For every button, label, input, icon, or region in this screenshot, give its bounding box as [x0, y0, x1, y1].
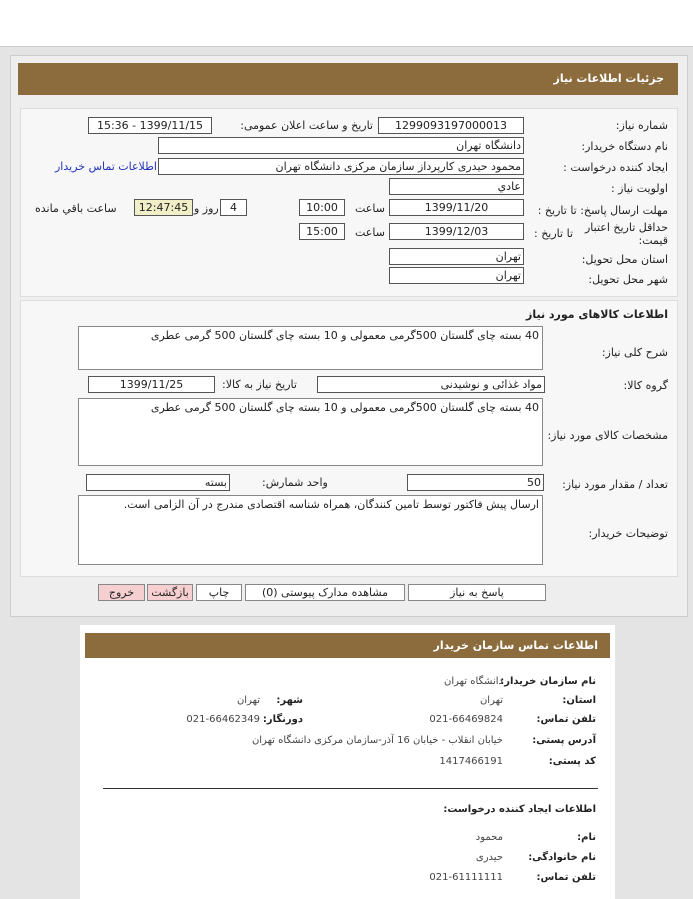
- attachments-button[interactable]: مشاهده مدارک پیوستی (0): [245, 584, 405, 601]
- desc-textarea[interactable]: 40 بسته چای گلستان 500گرمی معمولی و 10 بسته چای گلستان 500 گرمی عطری: [78, 326, 543, 370]
- address-value: خیابان انقلاب - خیابان 16 آذر-سازمان مرکزی دانشگاه تهران: [251, 735, 503, 746]
- deadline-date-field: 1399/11/20: [389, 199, 524, 216]
- phone-label: تلفن تماس:: [536, 714, 596, 725]
- name-value: محمود: [475, 832, 503, 843]
- fax-label: دورنگار:: [262, 714, 303, 725]
- page-header: [18, 63, 678, 95]
- qty-label: تعداد / مقدار مورد نیاز:: [562, 478, 668, 491]
- spec-textarea[interactable]: 40 بسته چای گلستان 500گرمی معمولی و 10 بسته چای گلستان 500 گرمی عطری: [78, 398, 543, 466]
- print-button[interactable]: چاپ: [196, 584, 242, 601]
- province-field: تهران: [389, 248, 524, 265]
- qty-field: 50: [407, 474, 544, 491]
- divider: [103, 788, 598, 789]
- reply-button[interactable]: پاسخ به نیاز: [408, 584, 546, 601]
- family-value: حیدری: [475, 852, 503, 863]
- group-field: مواد غذائی و نوشیدنی: [317, 376, 545, 393]
- priority-label: اولویت نیاز :: [610, 182, 668, 195]
- family-label: نام خانوادگی:: [528, 852, 596, 863]
- province-label: استان محل تحویل:: [581, 253, 668, 266]
- back-button[interactable]: بازگشت: [147, 584, 193, 601]
- need-number-field: 1299093197000013: [378, 117, 524, 134]
- notes-textarea[interactable]: ارسال پیش فاکتور توسط تامین کنندگان، همراه شناسه اقتصادی مندرج در آن الزامی است.: [78, 495, 543, 565]
- priority-field: عادي: [389, 178, 524, 195]
- address-label: آدرس پستی:: [532, 735, 596, 746]
- desc-label: شرح کلی نیاز:: [601, 346, 668, 359]
- city-label: شهر محل تحویل:: [588, 273, 668, 286]
- creator-phone-label: تلفن تماس:: [536, 872, 596, 883]
- city-field: تهران: [389, 267, 524, 284]
- top-bar: [0, 0, 693, 47]
- contact-city-label: شهر:: [276, 695, 303, 706]
- announce-label: تاریخ و ساعت اعلان عمومی:: [240, 119, 373, 132]
- days-label: روز و: [194, 202, 219, 215]
- fax-value: 021-66462349: [186, 714, 260, 725]
- remaining-label: ساعت باقي مانده: [35, 202, 117, 215]
- contact-title: اطلاعات تماس سازمان خریدار: [433, 639, 598, 652]
- postal-label: کد پستی:: [548, 756, 596, 767]
- announce-field: 1399/11/15 - 15:36: [88, 117, 212, 134]
- unit-label: واحد شمارش:: [262, 476, 328, 489]
- validity-label: حداقل تاریخ اعتبار قیمت:: [584, 221, 668, 247]
- need-date-field: 1399/11/25: [88, 376, 215, 393]
- validity-time-field: 15:00: [299, 223, 345, 240]
- creator-phone-value: 021-61111111: [429, 872, 503, 883]
- exit-button[interactable]: خروج: [98, 584, 145, 601]
- group-label: گروه کالا:: [623, 379, 668, 392]
- deadline-time-field: 10:00: [299, 199, 345, 216]
- org-label: نام سازمان خریدار:: [500, 676, 596, 687]
- buyer-org-label: نام دستگاه خریدار:: [581, 140, 668, 153]
- phone-value: 021-66469824: [429, 714, 503, 725]
- deadline-label: مهلت ارسال پاسخ: تا تاریخ :: [537, 204, 668, 217]
- validity-to-label: تا تاریخ :: [534, 227, 573, 240]
- creator-label: ایجاد کننده درخواست :: [563, 161, 668, 174]
- unit-field: بسته: [86, 474, 230, 491]
- contact-province-value: تهران: [479, 695, 503, 706]
- buyer-contact-link[interactable]: اطلاعات تماس خریدار: [55, 160, 157, 173]
- days-remaining-field: 4: [220, 199, 247, 216]
- name-label: نام:: [577, 832, 596, 843]
- notes-label: توضیحات خریدار:: [588, 527, 668, 540]
- deadline-time-label: ساعت: [355, 202, 385, 215]
- need-number-label: شماره نیاز:: [615, 119, 668, 132]
- org-value: دانشگاه تهران: [444, 676, 503, 687]
- contact-header: [85, 633, 610, 658]
- spec-label: مشخصات کالای مورد نیاز:: [547, 429, 668, 442]
- page-title: جزئیات اطلاعات نیاز: [553, 72, 664, 85]
- creator-field: محمود حیدری کارپرداز سازمان مرکزی دانشگاه تهران: [158, 158, 524, 175]
- contact-province-label: استان:: [562, 695, 596, 706]
- goods-section-title: اطلاعات کالاهای مورد نیاز: [526, 308, 668, 321]
- postal-value: 1417466191: [439, 756, 503, 767]
- time-remaining-field: 12:47:45: [134, 199, 193, 216]
- buyer-org-field: دانشگاه تهران: [158, 137, 524, 154]
- validity-time-label: ساعت: [355, 226, 385, 239]
- need-date-label: تاریخ نیاز به کالا:: [222, 378, 297, 391]
- contact-city-value: تهران: [236, 695, 260, 706]
- creator-info-title: اطلاعات ایجاد کننده درخواست:: [443, 804, 596, 815]
- validity-date-field: 1399/12/03: [389, 223, 524, 240]
